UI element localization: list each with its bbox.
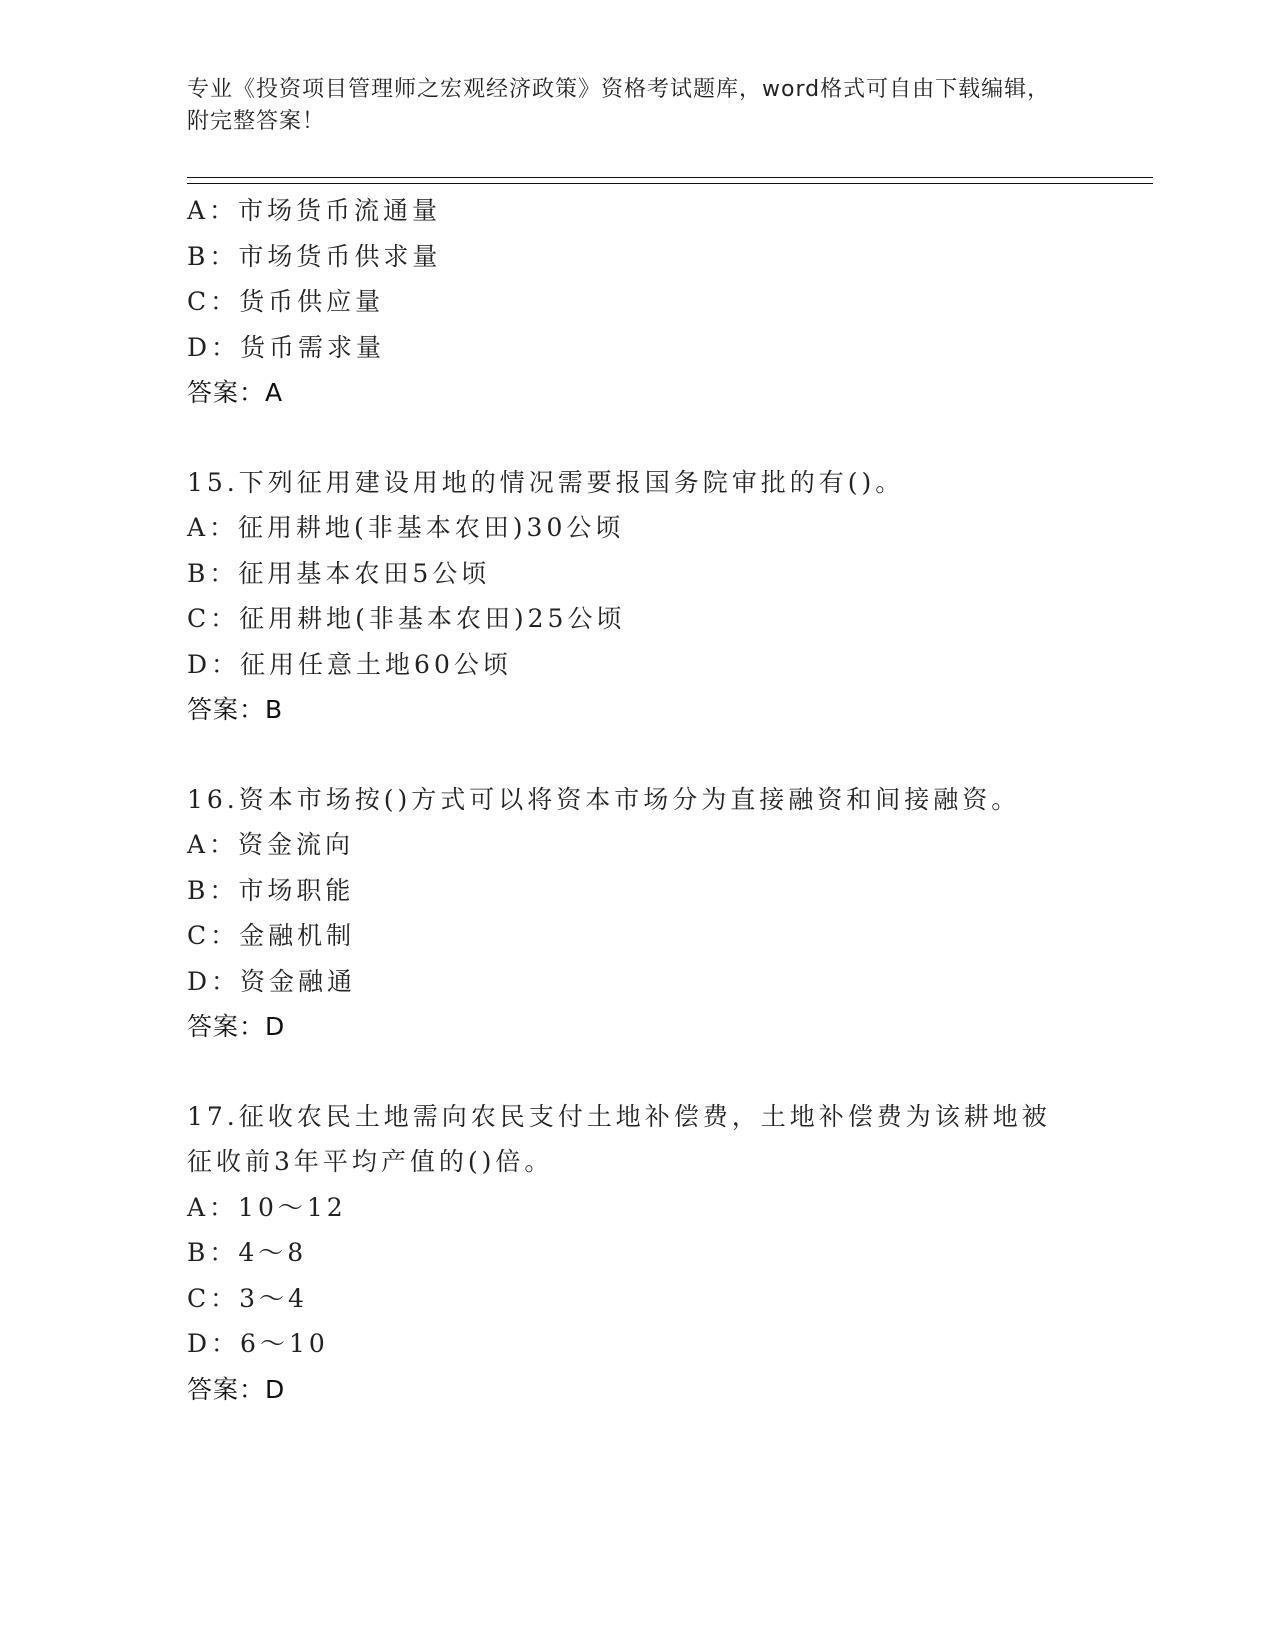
question-stem: 15.下列征用建设用地的情况需要报国务院审批的有()。: [187, 467, 905, 497]
option-c: C：3～4: [187, 1283, 308, 1313]
document-header: 专业《投资项目管理师之宏观经济政策》资格考试题库，word格式可自由下载编辑，附完整答案！: [187, 77, 1051, 134]
answer-line: 答案：D: [187, 1012, 286, 1041]
header-divider-bottom: [187, 183, 1153, 184]
question-block-16: [187, 777, 1087, 1050]
header-divider-top: [187, 177, 1153, 178]
option-d: D：6～10: [187, 1329, 329, 1358]
option-d: D：征用任意土地60公顷: [187, 649, 512, 679]
option-a: A：资金流向: [187, 830, 355, 859]
option-b: B：4～8: [187, 1238, 308, 1267]
option-a: A：征用耕地(非基本农田)30公顷: [187, 513, 625, 542]
option-d: D：货币需求量: [187, 332, 386, 362]
question-stem: 16.资本市场按()方式可以将资本市场分为直接融资和间接融资。: [187, 784, 1021, 814]
question-block-17: [187, 1094, 1087, 1413]
answer-line: 答案：B: [187, 695, 284, 724]
option-c: C：征用耕地(非基本农田)25公顷: [187, 604, 626, 633]
option-b: B：市场职能: [187, 875, 355, 905]
option-d: D：资金融通: [187, 966, 357, 996]
option-b: B：市场货币供求量: [187, 241, 442, 271]
answer-line: 答案：D: [187, 1374, 286, 1404]
question-block-15: [187, 460, 1087, 733]
question-list: [187, 188, 1087, 1412]
answer-line: 答案：A: [187, 378, 284, 407]
option-c: C：金融机制: [187, 921, 356, 950]
option-b: B：征用基本农田5公顷: [187, 558, 491, 588]
option-a: A：市场货币流通量: [187, 196, 442, 225]
question-stem: 17.征收农民土地需向农民支付土地补偿费，土地补偿费为该耕地被征收前3年平均产值的()倍。: [187, 1101, 1051, 1176]
question-block-previous: [187, 188, 1087, 416]
option-a: A：10～12: [187, 1192, 347, 1222]
option-c: C：货币供应量: [187, 287, 385, 316]
